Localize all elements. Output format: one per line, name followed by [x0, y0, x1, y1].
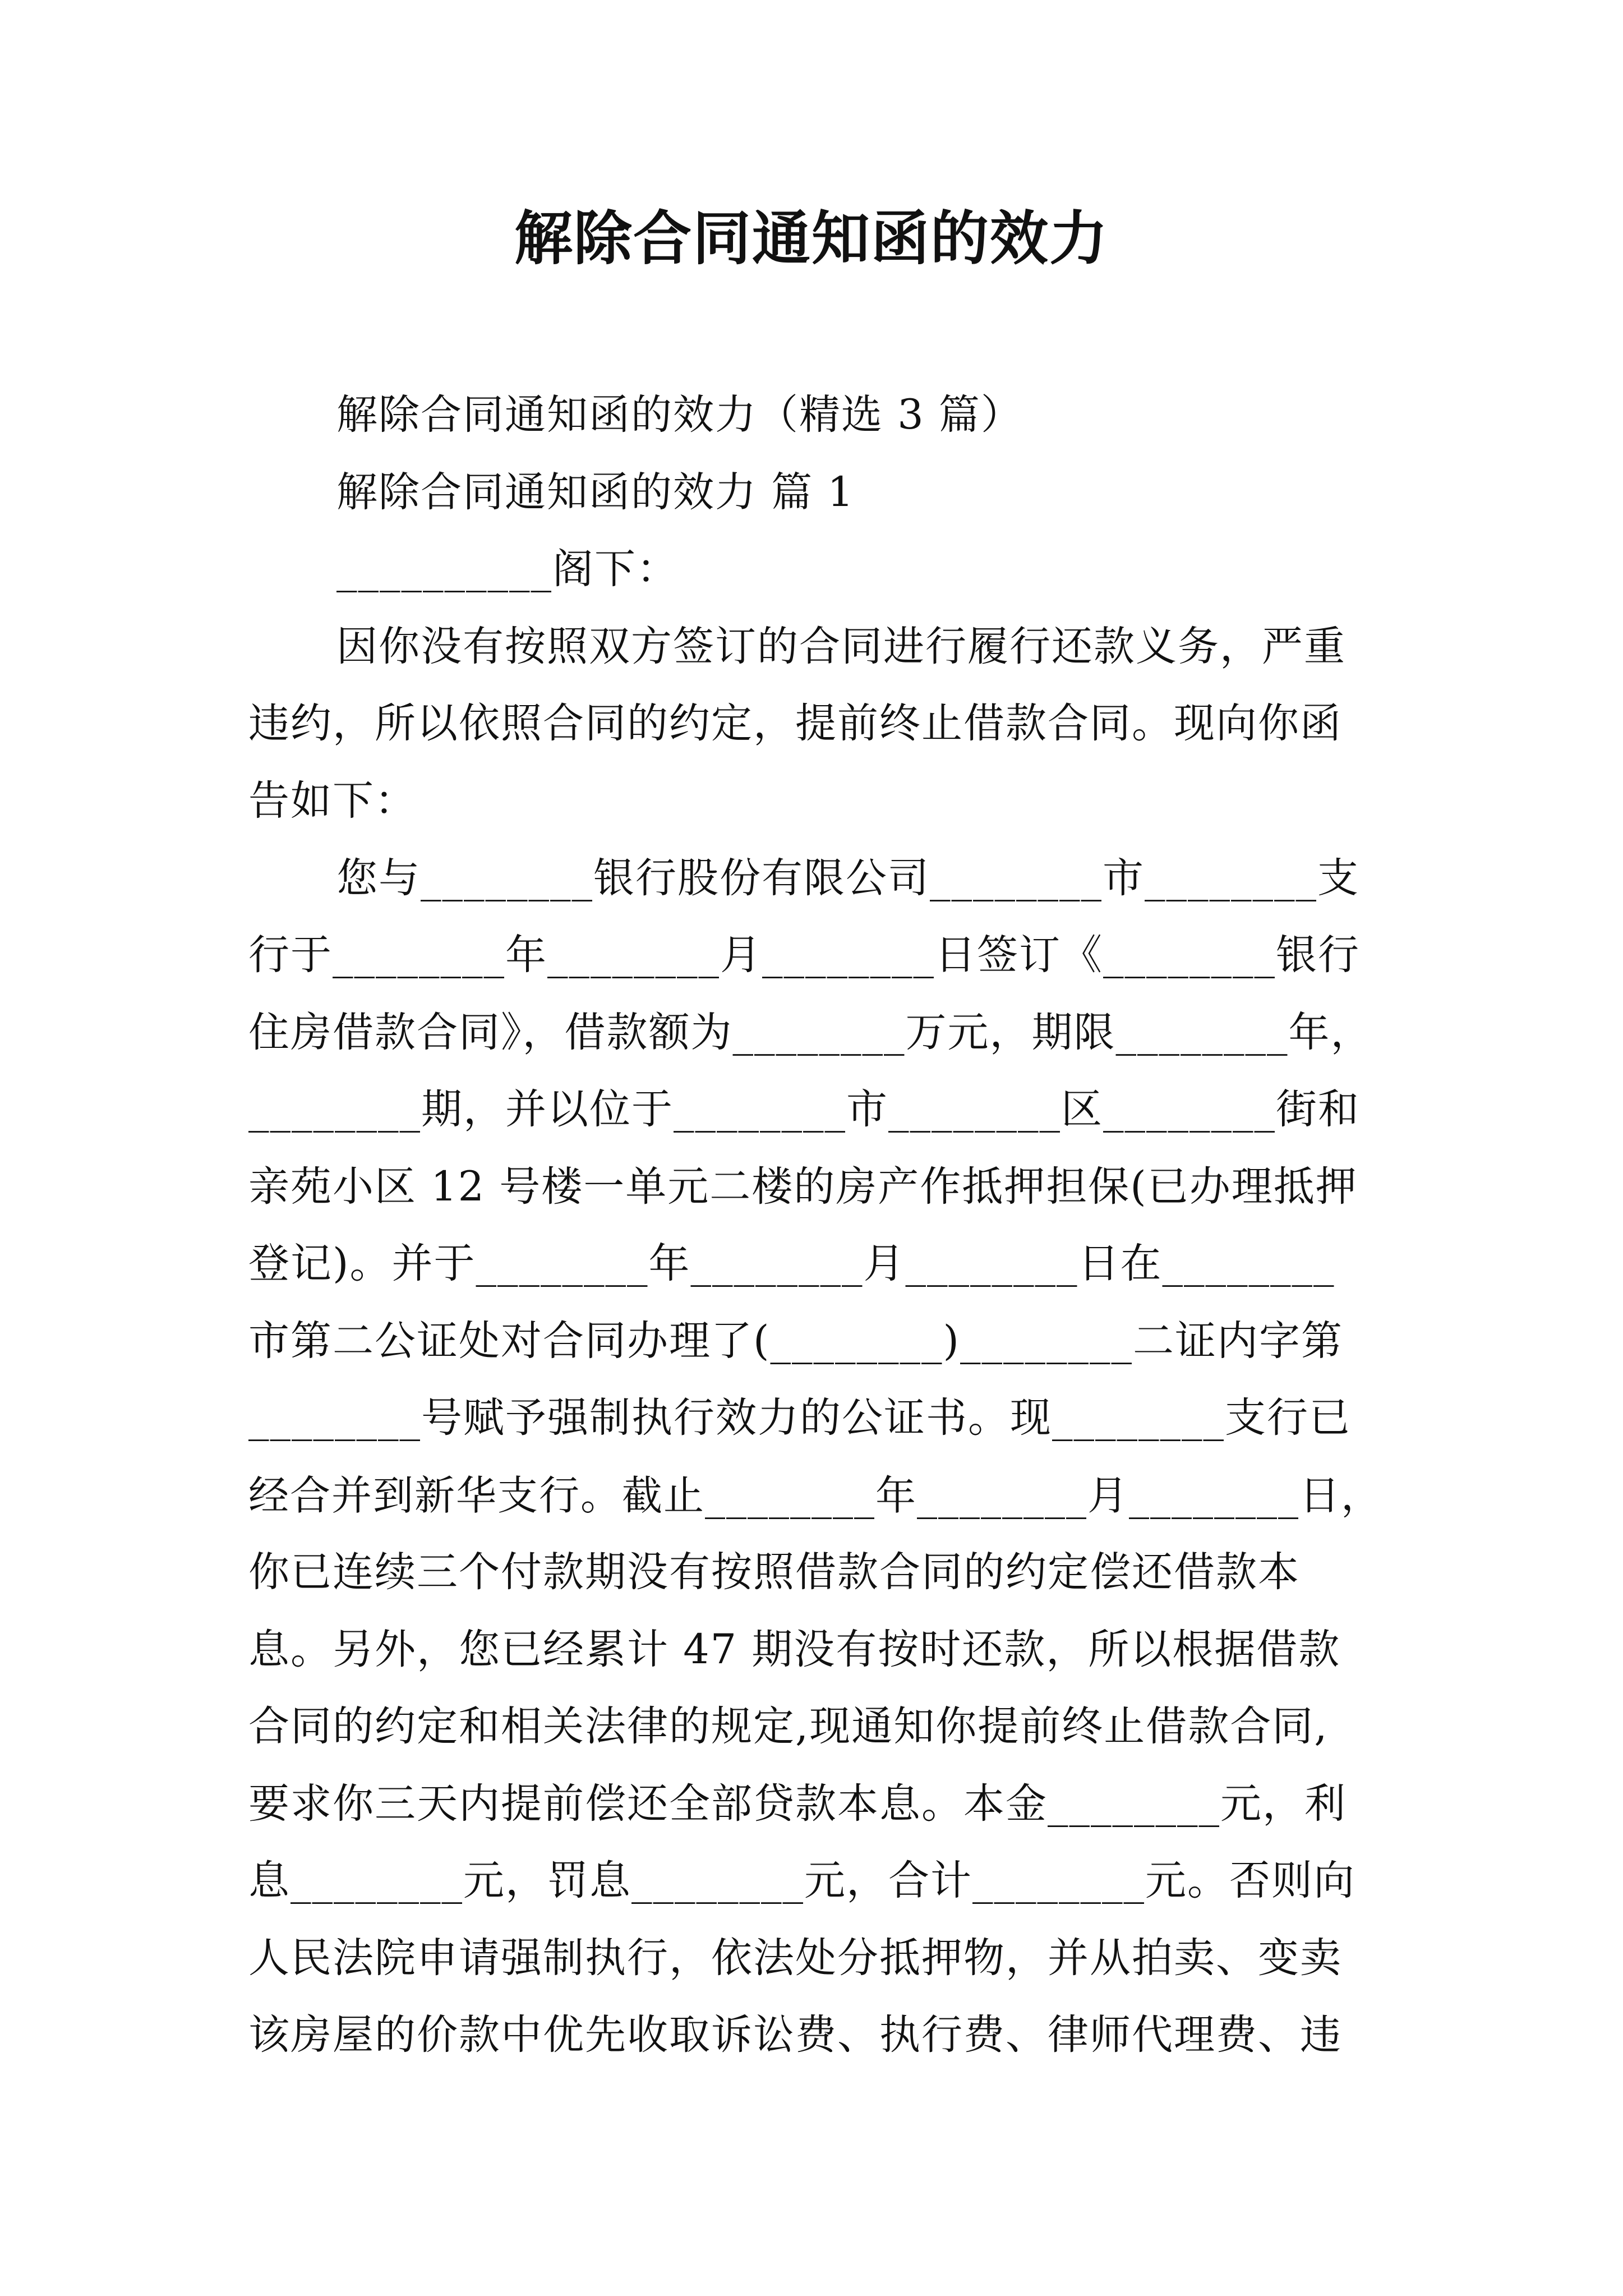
- body-line: 合同的约定和相关法律的规定,现通知你提前终止借款合同,: [248, 1703, 1329, 1750]
- body-line: 因你没有按照双方签订的合同进行履行还款义务，严重: [336, 623, 1346, 670]
- body-line: 经合并到新华支行。截止________年________月________日，: [248, 1472, 1383, 1519]
- body-line: 登记)。并于________年________月________日在________: [248, 1240, 1335, 1287]
- body-line: ________号赋予强制执行效力的公证书。现________支行已: [248, 1394, 1351, 1442]
- body-line: 人民法院申请强制执行，依法处分抵押物，并从拍卖、变卖: [248, 1934, 1342, 1982]
- body-line: 亲苑小区 12 号楼一单元二楼的房产作抵押担保(已办理抵押: [248, 1163, 1358, 1211]
- section-heading: 解除合同通知函的效力 篇 1: [336, 468, 855, 516]
- body-line: 要求你三天内提前偿还全部贷款本息。本金________元，利: [248, 1780, 1347, 1828]
- subtitle-selection: 解除合同通知函的效力（精选 3 篇）: [336, 391, 1023, 439]
- body-line: ________期，并以位于________市________区________街和: [248, 1085, 1360, 1133]
- body-line: 行于________年________月________日签订《________银行: [248, 931, 1360, 979]
- body-line: 息。另外，您已经累计 47 期没有按时还款，所以根据借款: [248, 1626, 1341, 1673]
- body-line: 告如下：: [248, 777, 417, 825]
- salutation: __________阁下：: [336, 545, 679, 593]
- body-line: 违约，所以依照合同的约定，提前终止借款合同。现向你函: [248, 700, 1342, 747]
- document-title: 解除合同通知函的效力: [514, 204, 1109, 273]
- body-line: 你已连续三个付款期没有按照借款合同的约定偿还借款本: [248, 1548, 1300, 1596]
- body-line: 市第二公证处对合同办理了(________)________二证内字第: [248, 1317, 1343, 1365]
- body-line: 住房借款合同》，借款额为________万元，期限________年，: [248, 1009, 1373, 1056]
- body-line: 该房屋的价款中优先收取诉讼费、执行费、律师代理费、违: [248, 2011, 1342, 2059]
- body-line: 您与________银行股份有限公司________市________支: [336, 854, 1359, 902]
- body-line: 息________元，罚息________元，合计________元。否则向: [248, 1857, 1355, 1904]
